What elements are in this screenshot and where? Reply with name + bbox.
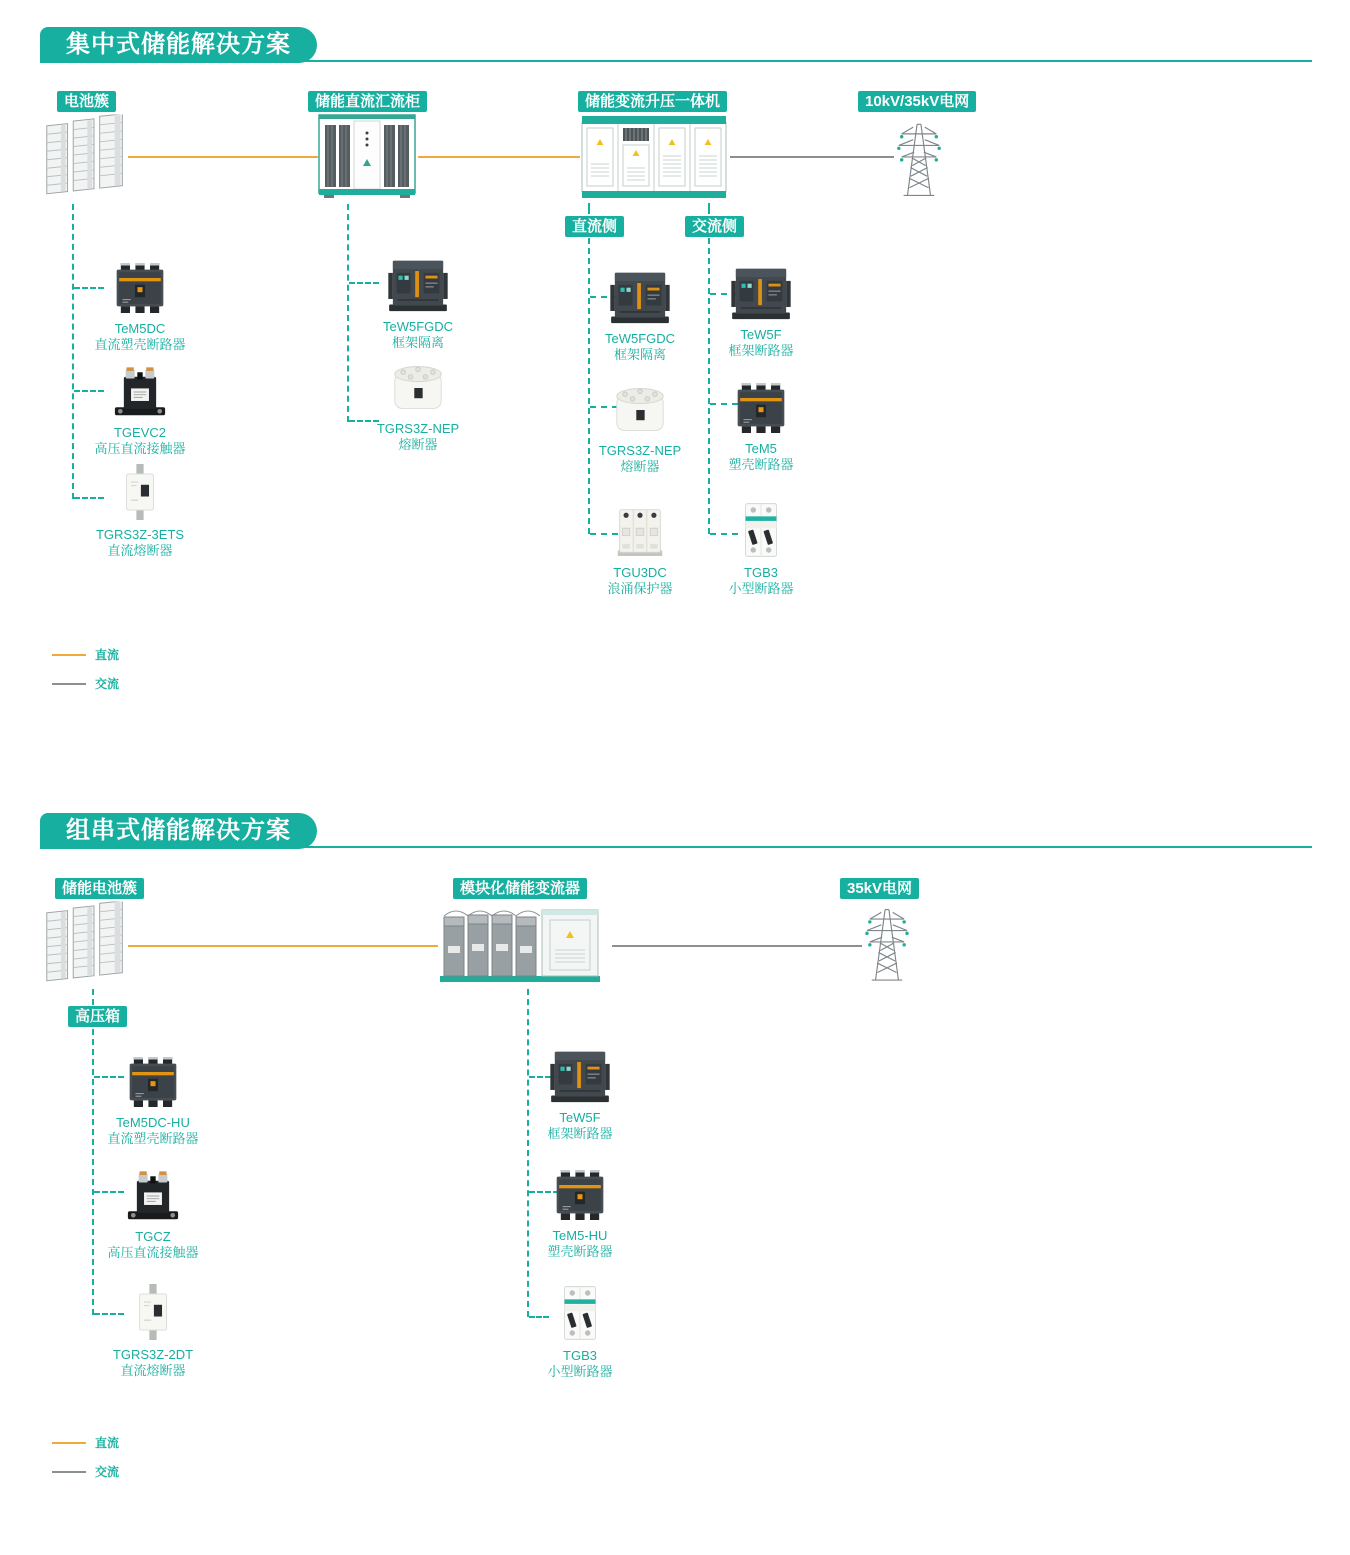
product-desc: 框架断路器 bbox=[728, 343, 794, 358]
product-desc: 塑壳断路器 bbox=[547, 1244, 613, 1259]
product-card bbox=[686, 500, 836, 597]
product-name: TGB3 bbox=[563, 1348, 597, 1363]
product-desc: 直流塑壳断路器 bbox=[107, 1131, 199, 1146]
product-name: TeW5FGDC bbox=[382, 319, 454, 334]
battery-rack-illustration bbox=[43, 112, 128, 205]
product-card bbox=[686, 376, 836, 473]
product-card bbox=[343, 254, 493, 351]
product-card bbox=[65, 462, 215, 559]
ac-link-converter-grid bbox=[612, 945, 862, 947]
dc-link-battery-converter bbox=[128, 945, 438, 947]
product-name: TeM5-HU bbox=[552, 1228, 608, 1243]
modular-converter-illustration bbox=[438, 902, 606, 993]
product-card bbox=[505, 1045, 655, 1142]
product-name: TGCZ bbox=[135, 1229, 171, 1244]
product-desc: 熔断器 bbox=[398, 437, 438, 452]
product-name: TGRS3Z-2DT bbox=[112, 1347, 194, 1362]
section-title-string: 组串式储能解决方案 bbox=[40, 813, 317, 849]
mccb-product-image bbox=[65, 256, 215, 314]
legend-ac bbox=[52, 1463, 119, 1480]
mccb-product-image bbox=[505, 1163, 655, 1221]
product-card bbox=[65, 256, 215, 353]
ac-link-pcs-grid bbox=[730, 156, 894, 158]
dc-combiner-cabinet-illustration bbox=[318, 113, 416, 204]
product-card bbox=[78, 1050, 228, 1147]
mcb-product-image bbox=[686, 500, 836, 558]
battery-rack-illustration bbox=[43, 899, 128, 992]
grid-tower-illustration bbox=[894, 114, 944, 203]
product-name: TGRS3Z-3ETS bbox=[95, 527, 185, 542]
legend-dc-label: 直流 bbox=[95, 1436, 120, 1450]
dc-link-battery-combiner bbox=[128, 156, 318, 158]
product-name: TGRS3Z-NEP bbox=[598, 443, 682, 458]
ac-line-sample bbox=[52, 1471, 86, 1473]
legend-dc bbox=[52, 646, 119, 663]
dc-line-sample bbox=[52, 1442, 86, 1444]
product-desc: 框架隔离 bbox=[613, 347, 666, 362]
node-label-storage-battery-cluster: 储能电池簇 bbox=[55, 878, 144, 899]
contactor-product-image bbox=[78, 1164, 228, 1222]
acb-product-image bbox=[686, 262, 836, 320]
node-label-modular-converter: 模块化储能变流器 bbox=[453, 878, 587, 899]
mccb-product-image bbox=[78, 1050, 228, 1108]
dc-line-sample bbox=[52, 654, 86, 656]
node-label-pcs-container: 储能变流升压一体机 bbox=[578, 91, 727, 112]
acb-product-image bbox=[343, 254, 493, 312]
side-label-dc: 直流侧 bbox=[565, 216, 624, 237]
product-name: TeM5DC bbox=[114, 321, 166, 336]
section-title-centralized: 集中式储能解决方案 bbox=[40, 27, 317, 63]
legend-ac bbox=[52, 675, 119, 692]
legend-ac-label: 交流 bbox=[95, 677, 120, 691]
dashed-connector-hv-box bbox=[92, 989, 94, 1315]
mccb-product-image bbox=[686, 376, 836, 434]
blade-fuse-product-image bbox=[78, 1282, 228, 1340]
product-name: TGB3 bbox=[744, 565, 778, 580]
product-name: TGRS3Z-NEP bbox=[376, 421, 460, 436]
cylinder-fuse-product-image bbox=[343, 356, 493, 414]
contactor-product-image bbox=[65, 360, 215, 418]
product-card bbox=[343, 356, 493, 453]
product-card bbox=[78, 1164, 228, 1261]
product-name: TeM5 bbox=[745, 441, 777, 456]
side-label-ac: 交流侧 bbox=[685, 216, 744, 237]
product-desc: 直流熔断器 bbox=[107, 543, 173, 558]
acb-product-image bbox=[505, 1045, 655, 1103]
product-name: TeW5F bbox=[559, 1110, 601, 1125]
product-name: TeW5F bbox=[740, 327, 782, 342]
legend-dc bbox=[52, 1434, 119, 1451]
product-desc: 小型断路器 bbox=[728, 581, 794, 596]
product-name: TeM5DC-HU bbox=[116, 1115, 190, 1130]
product-card bbox=[505, 1283, 655, 1380]
node-label-grid: 10kV/35kV电网 bbox=[858, 91, 976, 112]
pcs-container-illustration bbox=[580, 112, 728, 207]
product-card bbox=[686, 262, 836, 359]
node-label-dc-combiner: 储能直流汇流柜 bbox=[308, 91, 427, 112]
product-desc: 小型断路器 bbox=[547, 1364, 613, 1379]
dc-link-combiner-pcs bbox=[418, 156, 580, 158]
product-desc: 高压直流接触器 bbox=[107, 1245, 199, 1260]
dashed-connector-converter bbox=[527, 989, 529, 1317]
product-desc: 高压直流接触器 bbox=[94, 441, 186, 456]
ac-line-sample bbox=[52, 683, 86, 685]
hv-box-label: 高压箱 bbox=[68, 1006, 127, 1027]
node-label-grid-35kv: 35kV电网 bbox=[840, 878, 919, 899]
product-name: TeW5FGDC bbox=[604, 331, 676, 346]
legend-dc-label: 直流 bbox=[95, 648, 120, 662]
product-card bbox=[78, 1282, 228, 1379]
product-card bbox=[65, 360, 215, 457]
product-desc: 浪涌保护器 bbox=[607, 581, 673, 596]
product-desc: 直流熔断器 bbox=[120, 1363, 186, 1378]
product-desc: 框架隔离 bbox=[391, 335, 444, 350]
product-desc: 塑壳断路器 bbox=[728, 457, 794, 472]
legend-ac-label: 交流 bbox=[95, 1465, 120, 1479]
node-label-battery-cluster: 电池簇 bbox=[57, 91, 116, 112]
product-name: TGU3DC bbox=[613, 565, 667, 580]
product-name: TGEVC2 bbox=[113, 425, 166, 440]
grid-tower-illustration bbox=[862, 900, 912, 987]
product-desc: 直流塑壳断路器 bbox=[94, 337, 186, 352]
blade-fuse-product-image bbox=[65, 462, 215, 520]
product-desc: 框架断路器 bbox=[547, 1126, 613, 1141]
product-card bbox=[505, 1163, 655, 1260]
mcb-product-image bbox=[505, 1283, 655, 1341]
product-desc: 熔断器 bbox=[620, 459, 660, 474]
